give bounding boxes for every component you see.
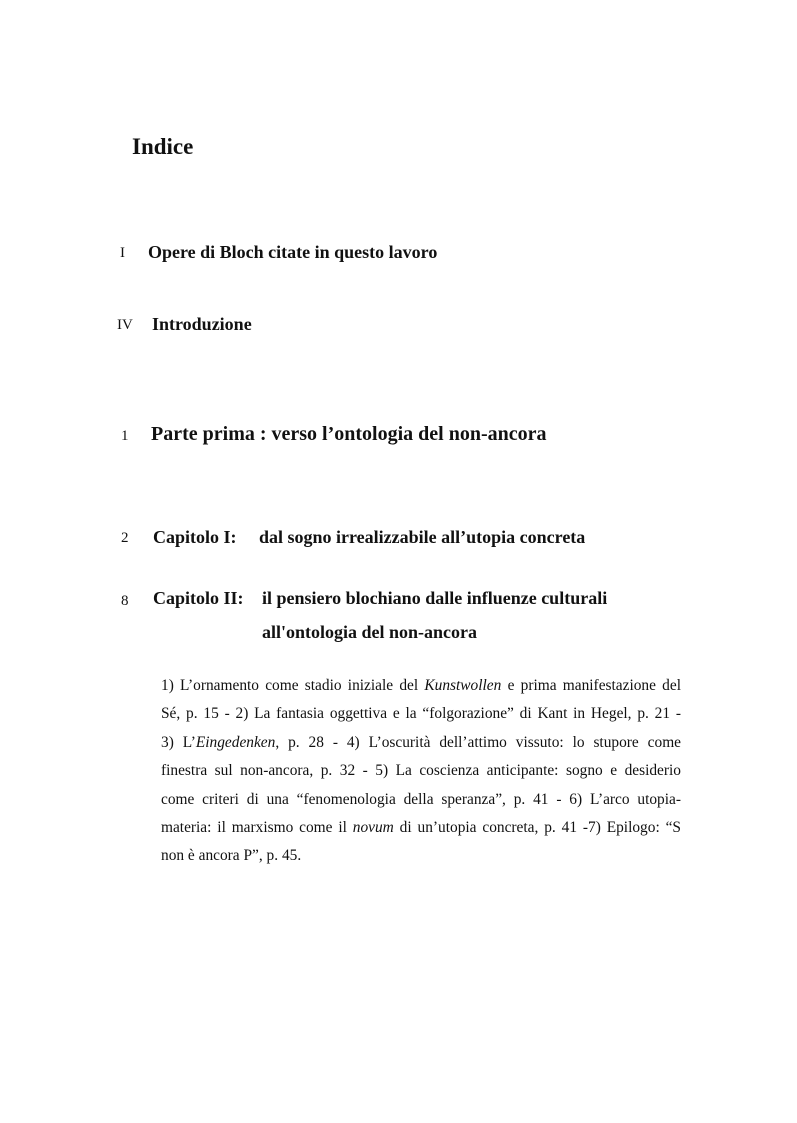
summary-line: non è ancora P”, p. 45.: [161, 847, 302, 865]
toc-chapter-label: Capitolo II:: [153, 588, 244, 608]
toc-entry-parte-prima[interactable]: Parte prima : verso l’ontologia del non-ancora: [151, 423, 547, 445]
summary-line: 1) L’ornamento come stadio iniziale del Kunstwollen e prima manifestazione del: [161, 677, 681, 694]
page-title: Indice: [132, 134, 194, 159]
toc-entry-capitolo-1[interactable]: dal sogno irrealizzabile all’utopia concreta: [259, 527, 586, 547]
summary-line: materia: il marxismo come il novum di un’utopia concreta, p. 41 -7) Epilogo: “S: [161, 819, 681, 837]
toc-entry-opere[interactable]: Opere di Bloch citate in questo lavoro: [148, 242, 438, 262]
toc-page-number: 2: [121, 530, 129, 546]
summary-line: come criteri di una “fenomenologia della speranza”, p. 41 - 6) L’arco utopia-: [161, 790, 681, 808]
summary-line: finestra sul non-ancora, p. 32 - 5) La coscienza anticipante: sogno e desiderio: [161, 762, 681, 780]
toc-page-number: I: [120, 245, 125, 261]
toc-entry-introduzione[interactable]: Introduzione: [152, 314, 252, 334]
toc-chapter-label: Capitolo I:: [153, 527, 237, 547]
toc-entry-capitolo-2[interactable]: il pensiero blochiano dalle influenze culturali: [262, 588, 608, 608]
summary-line: Sé, p. 15 - 2) La fantasia oggettiva e la “folgorazione” di Kant in Hegel, p. 21 -: [161, 705, 681, 723]
toc-entry-capitolo-2-cont[interactable]: all'ontologia del non-ancora: [262, 622, 478, 642]
toc-page-number: 8: [121, 593, 129, 609]
toc-page-number: 1: [121, 428, 129, 444]
toc-page-number: IV: [117, 317, 133, 333]
summary-line: 3) L’Eingedenken, p. 28 - 4) L’oscurità dell’attimo vissuto: lo stupore come: [161, 733, 681, 751]
chapter-summary: [161, 672, 681, 871]
